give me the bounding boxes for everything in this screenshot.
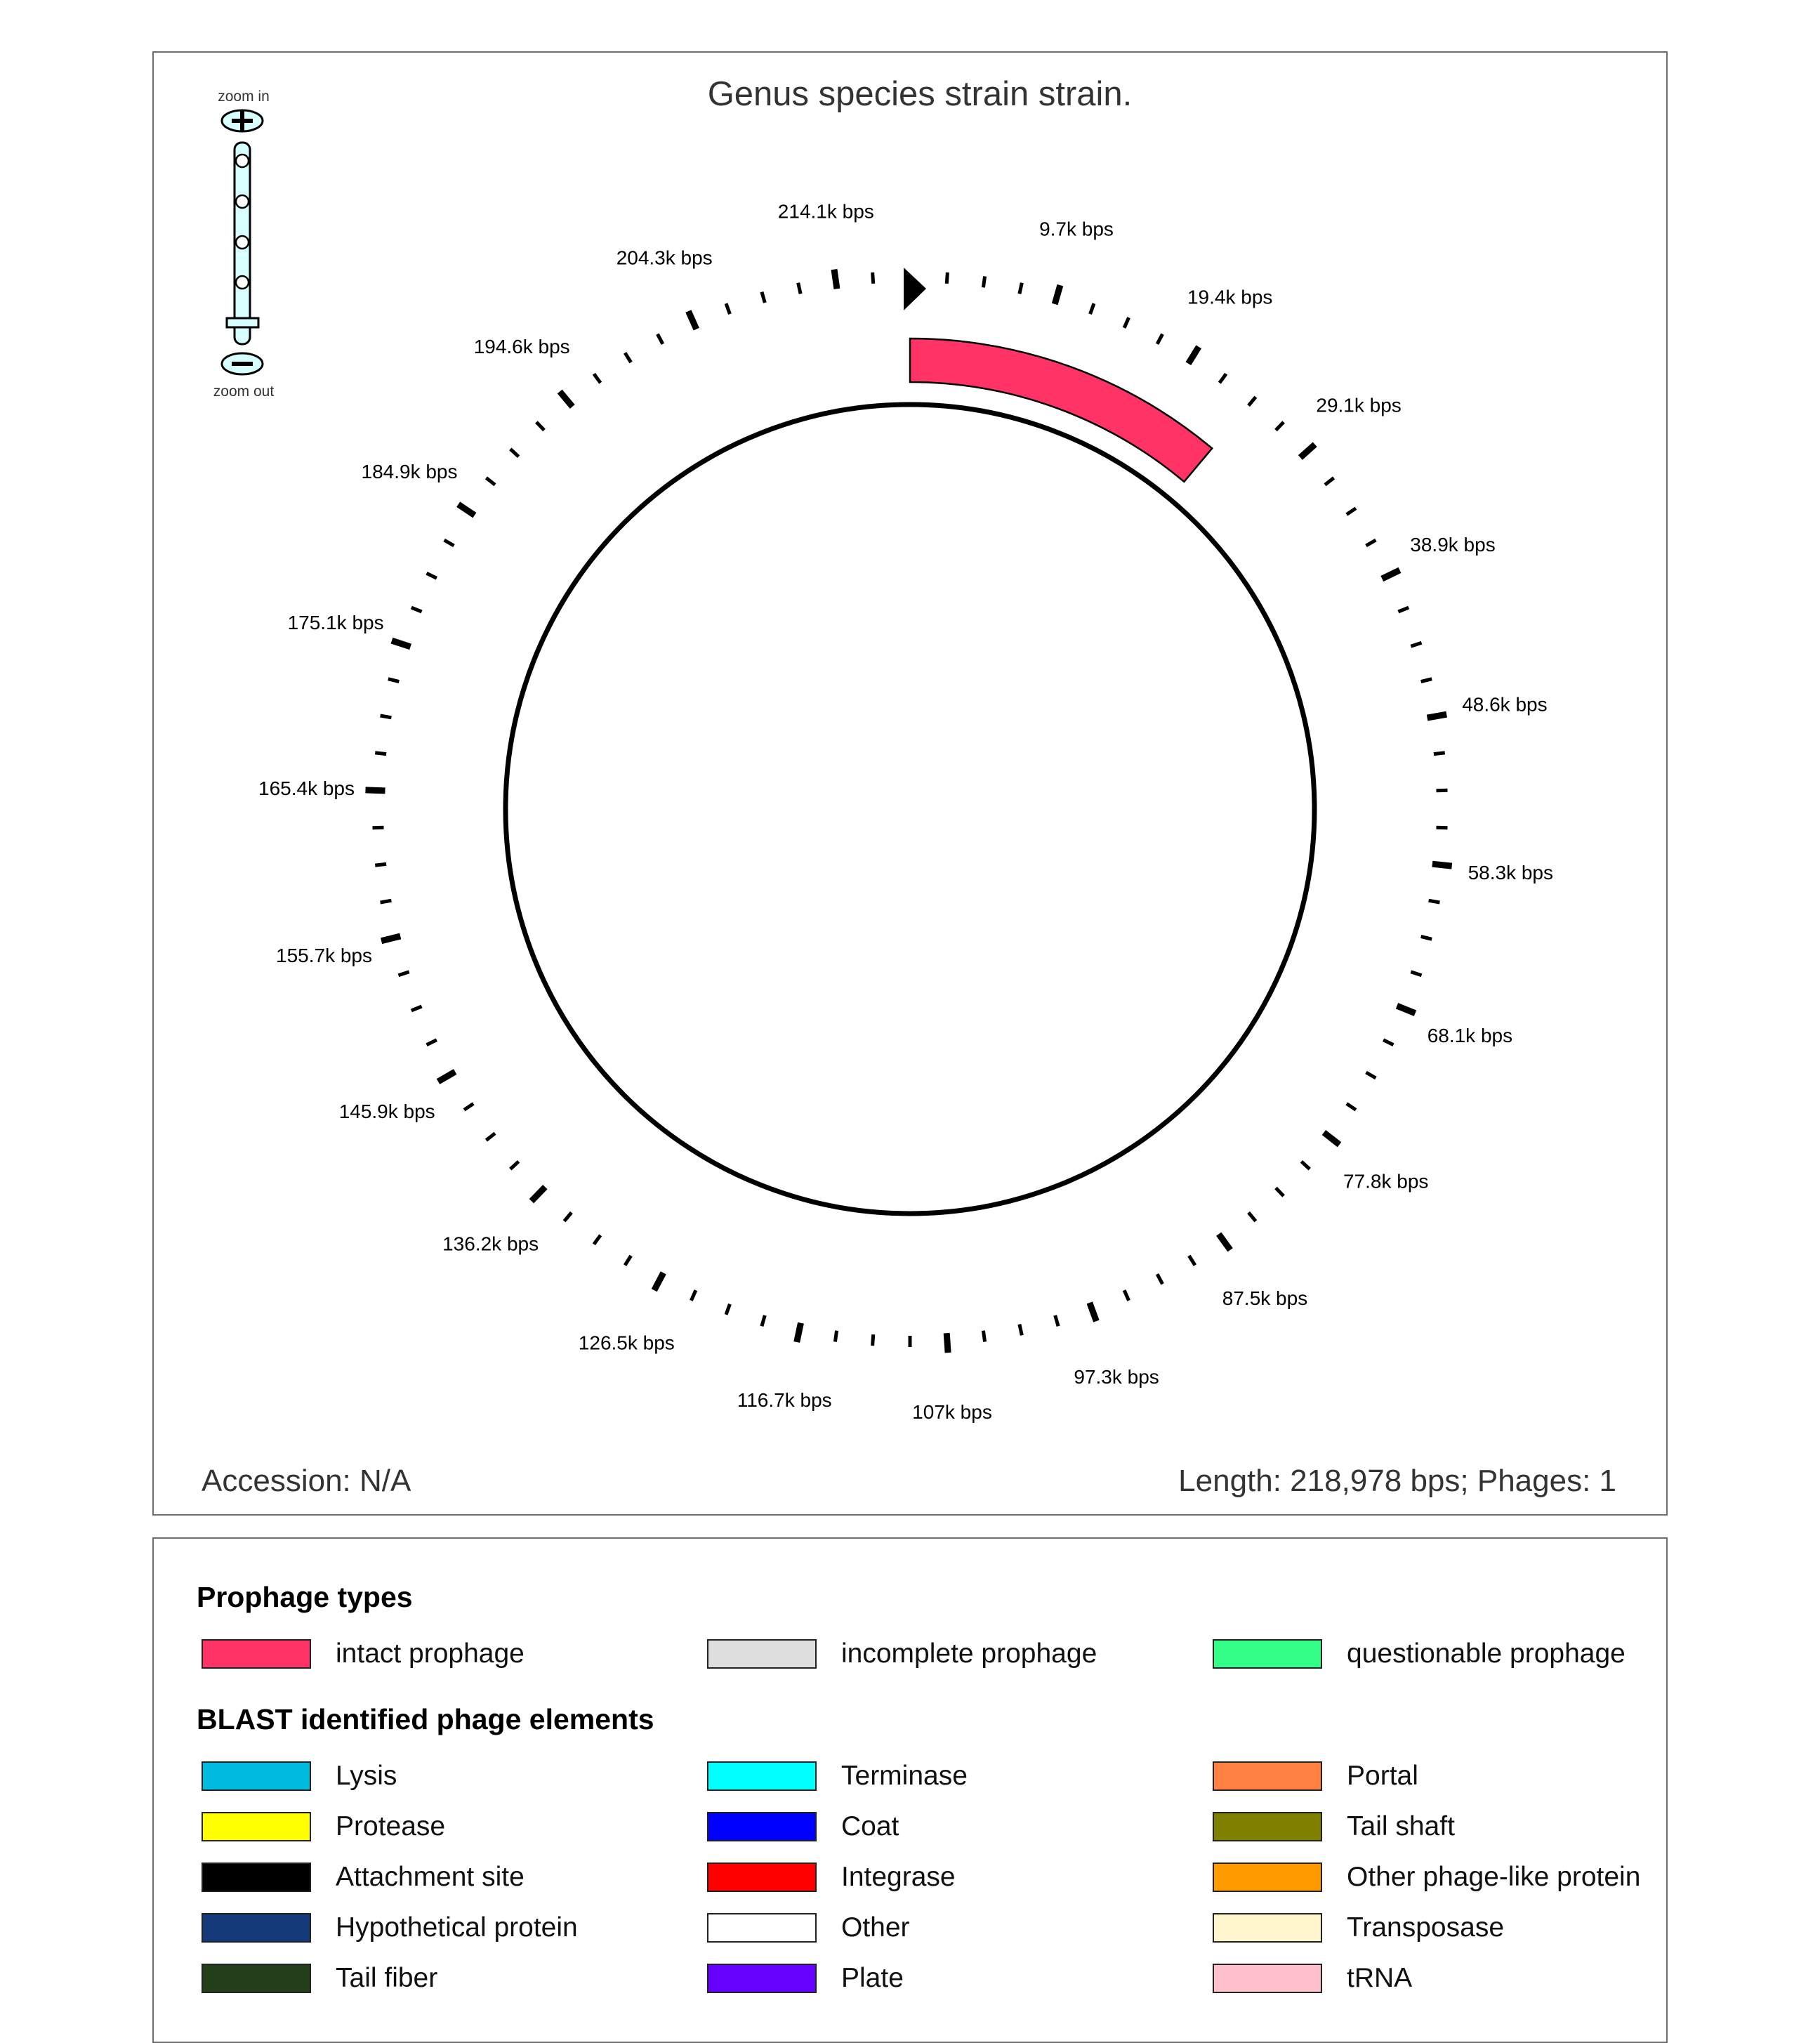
legend-label: questionable prophage [1347, 1638, 1626, 1669]
zoom-in-button[interactable] [222, 110, 263, 131]
tick-label: 9.7k bps [1039, 218, 1114, 240]
legend-swatch [707, 1913, 817, 1943]
minor-tick [1248, 1213, 1255, 1221]
minor-tick [1411, 972, 1421, 975]
legend-swatch [707, 1863, 817, 1892]
minor-tick [1220, 374, 1226, 383]
legend-swatch [1213, 1913, 1322, 1943]
minor-tick [411, 1006, 422, 1011]
tick-label: 126.5k bps [578, 1332, 675, 1354]
minor-tick [1411, 643, 1421, 646]
minor-tick [486, 1134, 495, 1141]
minor-tick [1124, 317, 1129, 328]
major-tick [1090, 1303, 1097, 1321]
legend-label: Tail fiber [336, 1963, 438, 1993]
tick-label: 204.3k bps [616, 247, 713, 269]
legend-item-hypothetical-protein [202, 1911, 578, 1945]
minor-tick [726, 303, 730, 314]
minor-tick [1421, 679, 1432, 682]
zoom-out-button[interactable] [222, 353, 263, 374]
tick-marks [366, 270, 1452, 1353]
legend-label: Tail shaft [1347, 1811, 1455, 1841]
minor-tick [375, 864, 386, 865]
legend-label: Transposase [1347, 1912, 1505, 1943]
tick-label: 87.5k bps [1222, 1287, 1308, 1309]
minor-tick [983, 1331, 984, 1342]
legend-swatch [707, 1639, 817, 1669]
tick-label: 165.4k bps [258, 777, 355, 799]
major-tick [688, 311, 696, 329]
major-tick [1382, 570, 1399, 579]
legend-item-tail-shaft [1213, 1810, 1455, 1844]
tick-label: 19.4k bps [1187, 286, 1273, 308]
minor-tick [381, 900, 392, 902]
minor-tick [1347, 508, 1356, 515]
legend-item-lysis [202, 1759, 397, 1793]
minor-tick [1020, 1325, 1022, 1336]
major-tick [1324, 1133, 1339, 1145]
zoom-control[interactable] [213, 88, 275, 400]
minor-tick [444, 540, 454, 546]
zoom-out-label: zoom out [213, 383, 275, 400]
major-tick [1055, 285, 1060, 304]
minor-tick [464, 1103, 473, 1110]
legend-item-protease [202, 1810, 445, 1844]
minor-tick [835, 1331, 836, 1342]
major-tick [797, 1323, 801, 1342]
prophage-regions [910, 339, 1212, 482]
tick-label: 214.1k bps [777, 200, 874, 223]
major-tick [1432, 864, 1452, 866]
minor-tick [1020, 283, 1022, 294]
tick-label: 77.8k bps [1343, 1170, 1429, 1193]
minor-tick [1090, 303, 1095, 314]
minor-tick [594, 1235, 600, 1244]
tick-label: 58.3k bps [1468, 861, 1554, 883]
legend-swatch [1213, 1761, 1322, 1791]
legend-item-incomplete-prophage [707, 1637, 1097, 1671]
minor-tick [399, 972, 409, 975]
tick-label: 107k bps [912, 1400, 992, 1423]
minor-tick [1383, 1040, 1393, 1045]
legend-item-integrase [707, 1860, 956, 1894]
tick-label: 48.6k bps [1462, 693, 1548, 716]
tick-labels [258, 200, 1553, 1423]
minor-tick [762, 292, 765, 303]
legend-item-transposase [1213, 1911, 1504, 1945]
minor-tick [691, 1290, 696, 1301]
major-tick [1427, 714, 1447, 718]
minor-tick [411, 607, 422, 612]
legend-item-other [707, 1911, 910, 1945]
legend-swatch [202, 1812, 311, 1841]
minor-tick [625, 353, 631, 362]
zoom-in-label: zoom in [218, 88, 270, 105]
legend-swatch [707, 1964, 817, 1993]
minor-tick [1398, 607, 1409, 612]
minor-tick [798, 283, 800, 294]
length-summary: Length: 218,978 bps; Phages: 1 [1178, 1464, 1616, 1498]
minor-tick [983, 277, 984, 288]
minor-tick [1157, 334, 1163, 344]
major-tick [1300, 445, 1315, 458]
minor-tick [1124, 1290, 1129, 1301]
major-tick [1219, 1234, 1230, 1250]
legend-swatch [202, 1964, 311, 1993]
tick-label: 175.1k bps [287, 612, 384, 634]
blast-elements-heading: BLAST identified phage elements [197, 1703, 654, 1735]
legend-swatch [202, 1913, 311, 1943]
major-tick [438, 1072, 455, 1082]
prophage-types-heading: Prophage types [197, 1581, 413, 1613]
legend-item-coat [707, 1810, 899, 1844]
legend-label: tRNA [1347, 1963, 1413, 1993]
legend-swatch [202, 1639, 311, 1669]
minor-tick [510, 1162, 519, 1169]
minor-tick [486, 478, 495, 485]
minor-tick [594, 374, 600, 383]
legend-label: Hypothetical protein [336, 1912, 578, 1943]
minor-tick [625, 1256, 631, 1266]
minor-tick [427, 1040, 437, 1045]
legend-label: Other phage-like protein [1347, 1862, 1641, 1892]
minor-tick [1248, 397, 1255, 405]
legend-swatch [1213, 1964, 1322, 1993]
legend-label: Terminase [841, 1761, 968, 1791]
tick-label: 136.2k bps [442, 1233, 539, 1255]
minor-tick [375, 753, 386, 754]
legend-label: Coat [841, 1811, 899, 1841]
accession-text: Accession: N/A [202, 1464, 411, 1498]
legend-label: Portal [1347, 1761, 1418, 1791]
minor-tick [1421, 936, 1432, 939]
minor-tick [1429, 900, 1440, 902]
zoom-slider-handle[interactable] [227, 318, 258, 327]
legend-swatch [202, 1761, 311, 1791]
legend-item-plate [707, 1962, 904, 1995]
minor-tick [1437, 827, 1448, 828]
major-tick [654, 1273, 664, 1290]
minor-tick [762, 1315, 765, 1326]
minor-tick [381, 716, 392, 718]
minor-tick [1055, 1315, 1058, 1326]
legend-label: Attachment site [336, 1862, 525, 1892]
legend-label: incomplete prophage [841, 1638, 1097, 1669]
minor-tick [536, 422, 544, 431]
major-tick [366, 790, 385, 791]
map-title: Genus species strain strain. [707, 75, 1133, 113]
legend-item-terminase [707, 1759, 968, 1793]
major-tick [1397, 1006, 1416, 1013]
minor-tick [1366, 540, 1376, 546]
minor-tick [1189, 1256, 1195, 1266]
minor-tick [510, 449, 519, 456]
prophage-region-intact[interactable] [910, 339, 1212, 482]
major-tick [392, 641, 411, 647]
legend-label: Lysis [336, 1761, 397, 1791]
minor-tick [1276, 1188, 1284, 1197]
genome-circle [506, 405, 1314, 1214]
major-tick [560, 392, 572, 407]
minor-tick [1434, 753, 1445, 754]
minor-tick [1437, 790, 1448, 791]
major-tick [834, 270, 837, 289]
minor-tick [1301, 1162, 1310, 1169]
tick-label: 68.1k bps [1427, 1025, 1513, 1047]
major-tick [1188, 347, 1199, 364]
legend-swatch [202, 1863, 311, 1892]
legend-swatch [1213, 1812, 1322, 1841]
legend-item-portal [1213, 1759, 1418, 1793]
legend-swatch [1213, 1863, 1322, 1892]
minor-tick [565, 1213, 572, 1221]
origin-marker [904, 268, 926, 310]
legend-item-questionable-prophage [1213, 1637, 1626, 1671]
legend-label: Plate [841, 1963, 904, 1993]
minor-tick [427, 573, 437, 578]
zoom-slider-track[interactable] [235, 143, 250, 344]
legend-swatch [707, 1761, 817, 1791]
major-tick [459, 504, 475, 515]
legend-item-other-phage-like-protein [1213, 1860, 1640, 1894]
tick-label: 155.7k bps [276, 945, 372, 967]
tick-label: 184.9k bps [361, 461, 458, 483]
legend-item-tail-fiber [202, 1962, 437, 1995]
tick-label: 29.1k bps [1316, 394, 1402, 416]
tick-label: 194.6k bps [473, 336, 570, 358]
minor-tick [657, 334, 663, 344]
minor-tick [373, 827, 384, 828]
major-tick [381, 936, 400, 941]
minor-tick [1347, 1103, 1356, 1110]
minor-tick [1276, 422, 1284, 431]
minor-tick [1325, 478, 1334, 485]
tick-label: 116.7k bps [737, 1389, 832, 1412]
legend-label: intact prophage [336, 1638, 525, 1669]
major-tick [532, 1187, 546, 1201]
legend-item-trna [1213, 1962, 1412, 1995]
tick-label: 97.3k bps [1074, 1366, 1159, 1388]
minor-tick [1157, 1274, 1163, 1284]
legend-label: Protease [336, 1811, 446, 1841]
legend-item-intact-prophage [202, 1637, 525, 1671]
legend-swatch [1213, 1639, 1322, 1669]
legend-item-attachment-site [202, 1860, 525, 1894]
major-tick [947, 1333, 948, 1353]
legend-label: Integrase [841, 1862, 956, 1892]
tick-label: 145.9k bps [338, 1101, 435, 1122]
legend-label: Other [841, 1912, 910, 1943]
legend-swatch [707, 1812, 817, 1841]
minor-tick [388, 679, 400, 682]
minor-tick [1366, 1072, 1376, 1078]
minor-tick [726, 1304, 730, 1315]
tick-label: 38.9k bps [1410, 534, 1496, 556]
